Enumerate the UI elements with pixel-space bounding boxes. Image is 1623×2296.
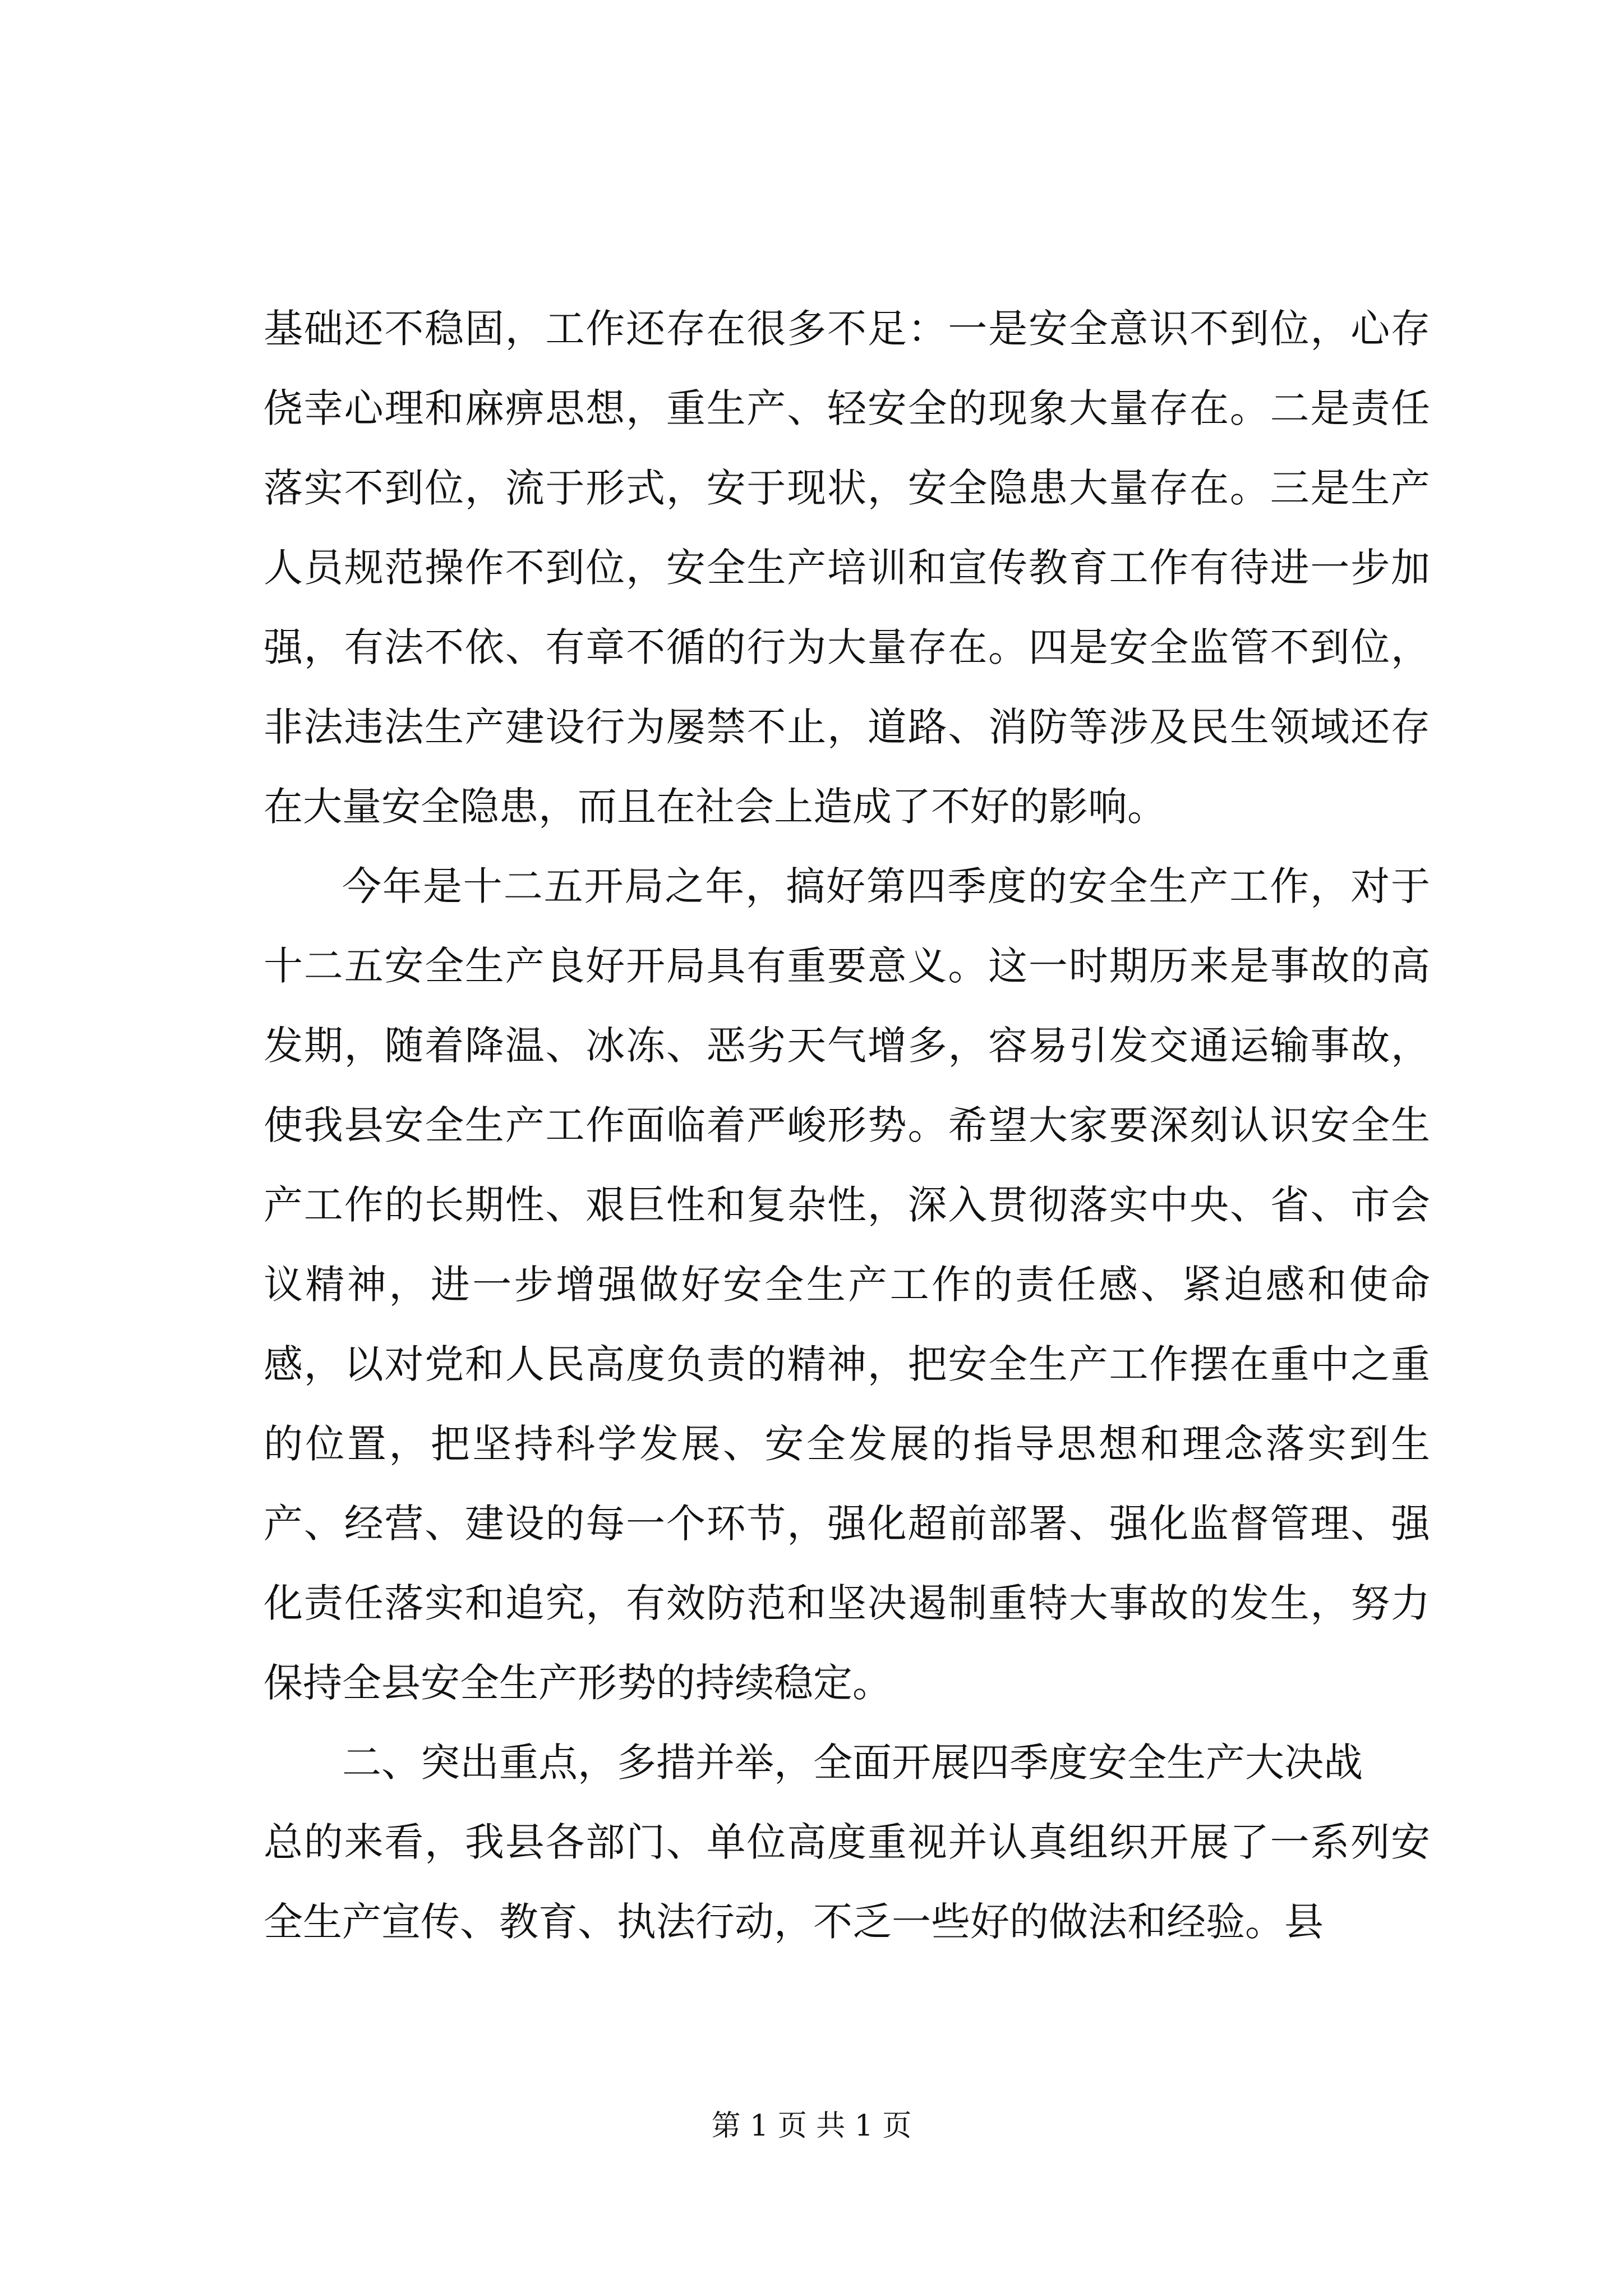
section-heading-2: 二、突出重点，多措并举，全面开展四季度安全生产大决战 [342,1740,1363,1786]
paragraph-1: 基础还不稳固，工作还存在很多不足：一是安全意识不到位，心存侥幸心理和麻痹思想，重生产、轻安全的现象大量存在。二是责任落实不到位，流于形式，安于现状，安全隐患大量存在。三是生产人员规范操作不到位，安全生产培训和宣传教育工作有待进一步加强，有法不依、有章不循的行为大量存在。四是安全监管不到位，非法违法生产建设行为屡禁不止，道路、消防等涉及民生领域还存在大量安全隐患，而且在社会上造成了不好的影响。 [264,306,1430,830]
paragraph-2: 今年是十二五开局之年，搞好第四季度的安全生产工作，对于十二五安全生产良好开局具有重要意义。这一时期历来是事故的高发期，随着降温、冰冻、恶劣天气增多，容易引发交通运输事故，使我县安全生产工作面临着严峻形势。希望大家要深刻认识安全生产工作的长期性、艰巨性和复杂性，深入贯彻落实中央、省、市会议精神，进一步增强做好安全生产工作的责任感、紧迫感和使命感，以对党和人民高度负责的精神，把安全生产工作摆在重中之重的位置，把坚持科学发展、安全发展的指导思想和理念落实到生产、经营、建设的每一个环节，强化超前部署、强化监督管理、强化责任落实和追究，有效防范和坚决遏制重特大事故的发生，努力保持全县安全生产形势的持续稳定。 [264,863,1430,1706]
paragraph-3: 总的来看，我县各部门、单位高度重视并认真组织开展了一系列安全生产宣传、教育、执法行动，不乏一些好的做法和经验。县 [264,1819,1430,1945]
document-body [264,289,1430,1962]
page-footer: 第 1 页 共 1 页 [711,2109,912,2143]
